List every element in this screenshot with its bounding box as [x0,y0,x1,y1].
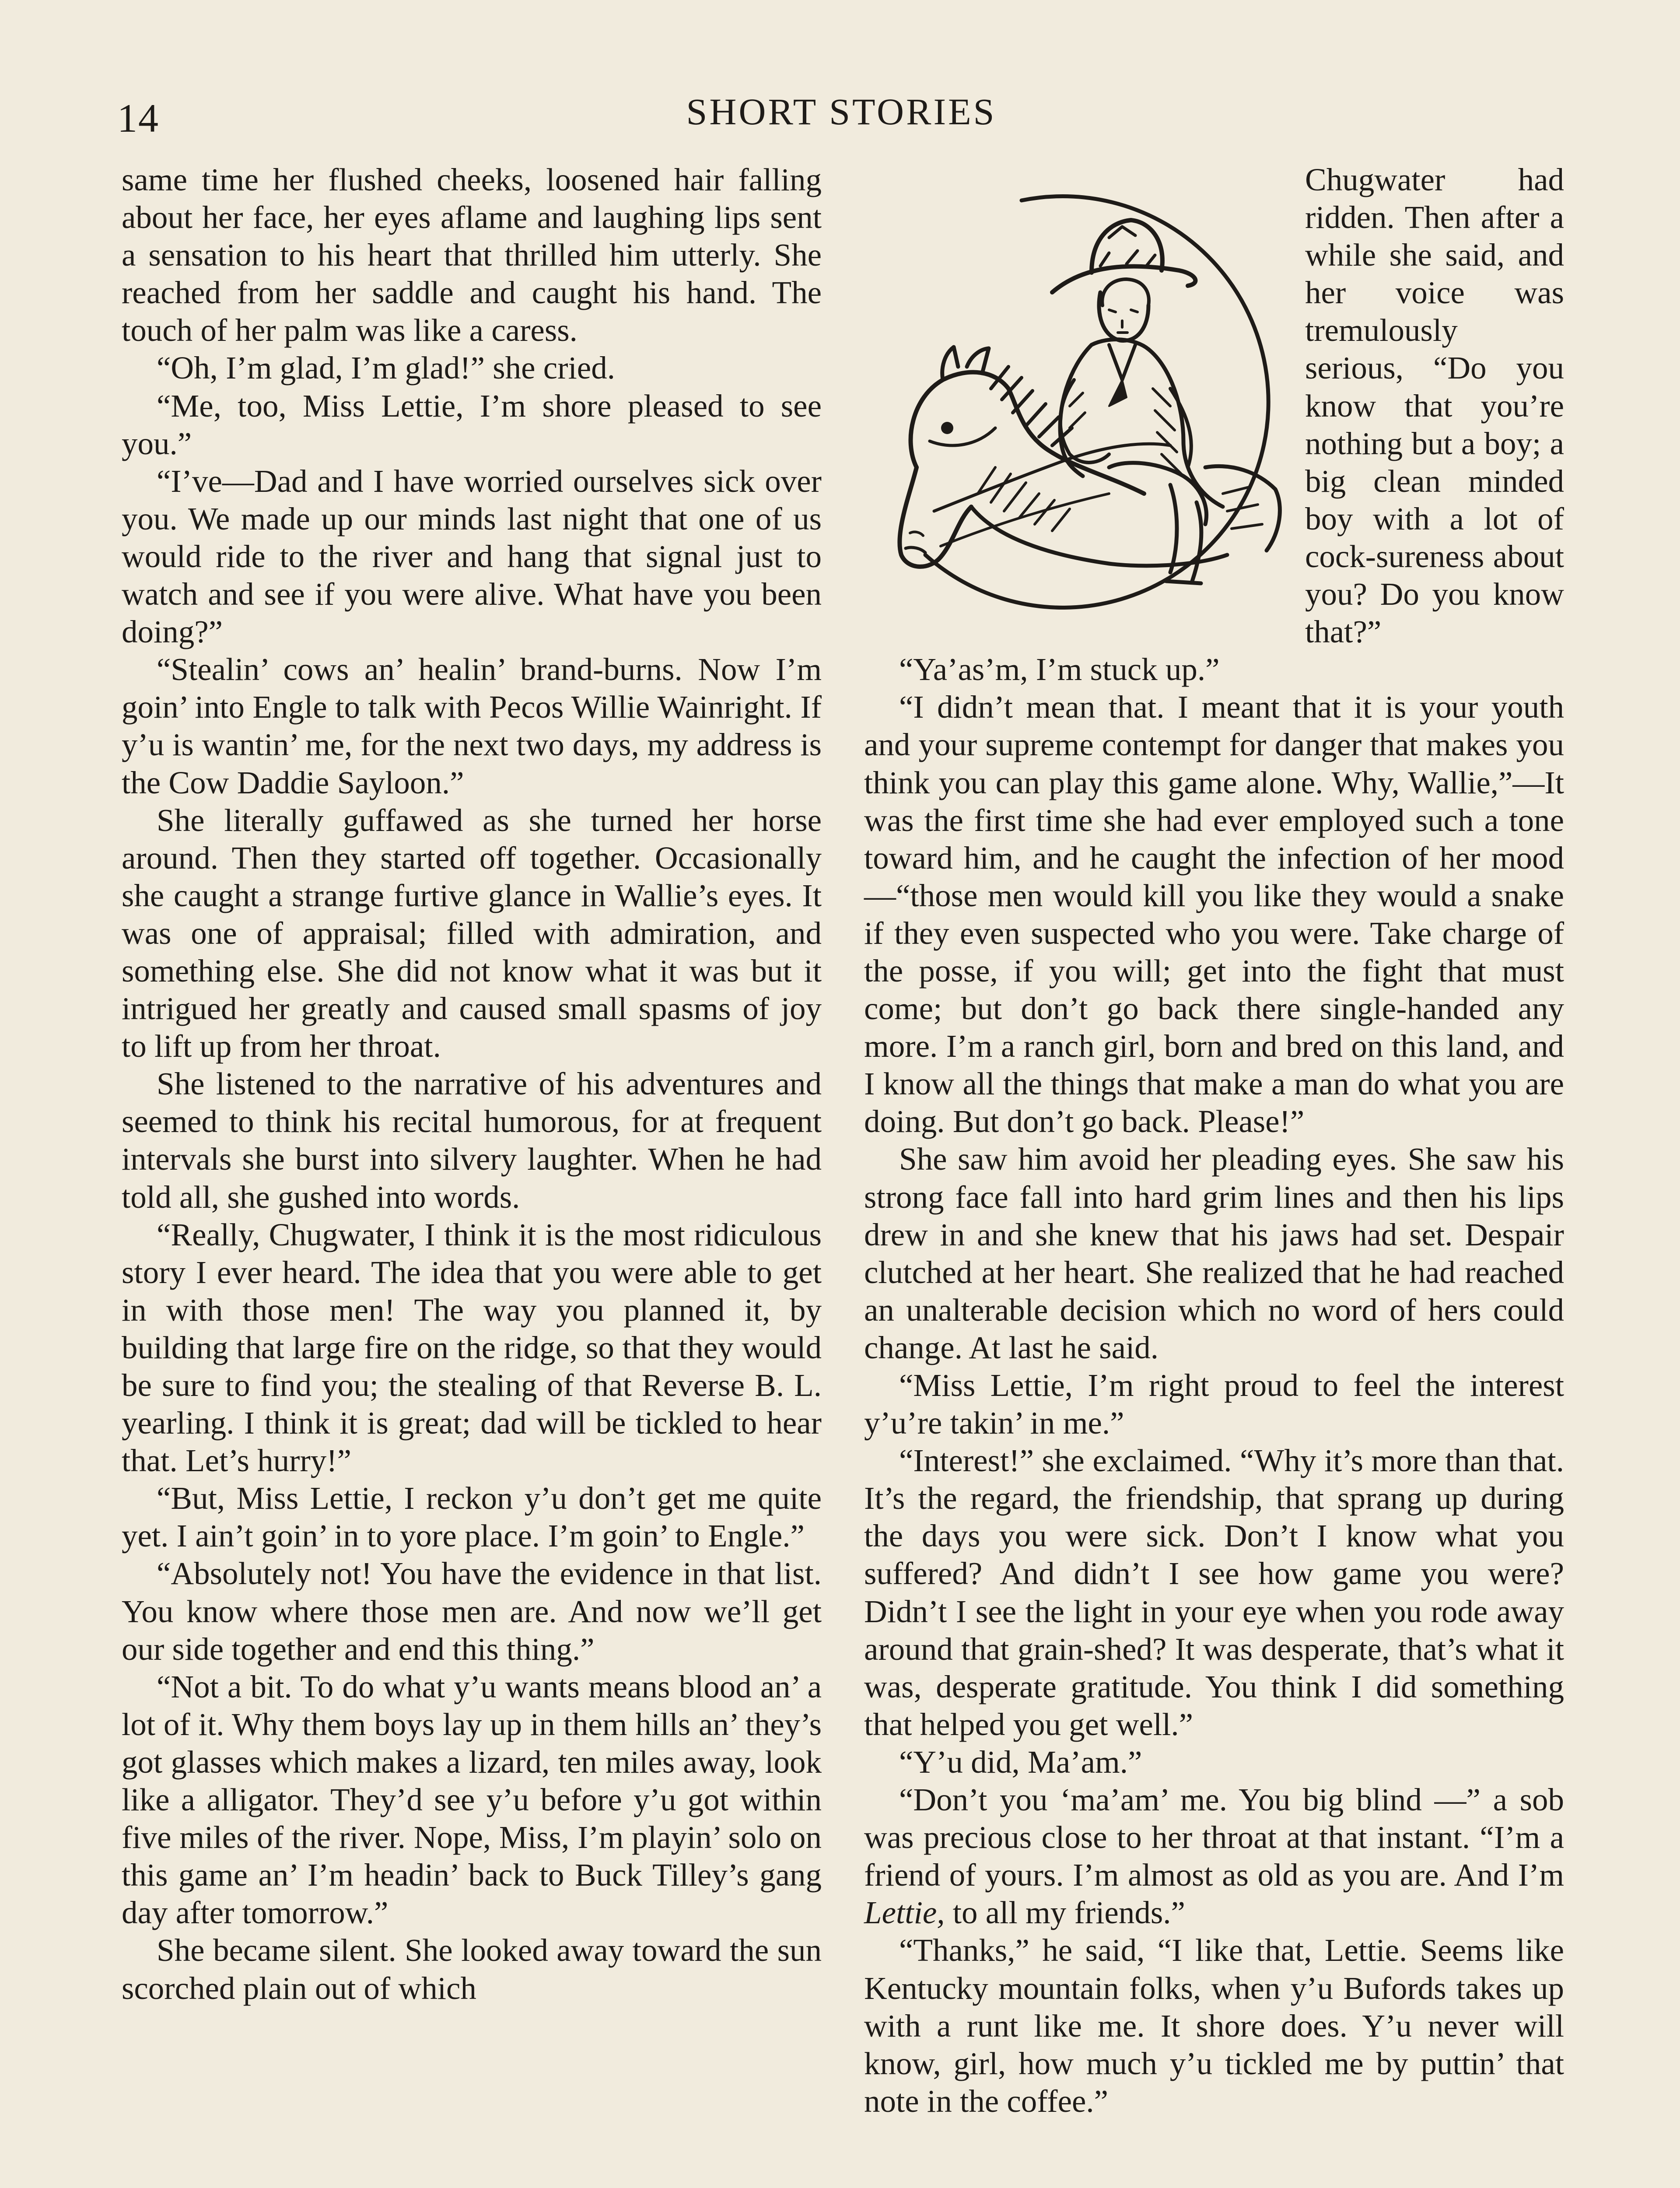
cowgirl-on-horse-icon [864,161,1293,638]
paragraph: same time her flushed cheeks, loosened hair falling about her face, her eyes aflame and laughing lips sent a sensation to his heart that thrilled him utterly. She reached from her saddle and caught his hand. The touch of her palm was like a caress. [122,162,822,348]
paragraph: “Thanks,” he said, “I like that, Lettie. Seems like Kentucky mountain folks, when y’u Bufords takes up with a runt like me. It shore does. Y’u never will know, girl, how much y’u tickled me by puttin’ that note in the coffee.” [864,1932,1564,2119]
paragraph-text: to all my friends.” [945,1895,1185,1931]
page-header [117,90,1565,142]
paragraph: “Ya’as’m, I’m stuck up.” [899,652,1220,687]
paragraph [864,161,1564,651]
paragraph: She literally guffawed as she turned her horse around. Then they started off together. Occasionally she caught a strange furtive glance in Wallie’s eyes. It was one of appraisal; filled with admiration, and something else. She did not know what it was but it intrigued her greatly and caused small spasms of joy to lift up from her throat. [122,802,822,1064]
paragraph: She became silent. She looked away toward the sun scorched plain out of which [122,1932,822,2006]
right-column [864,161,1564,2120]
paragraph: “Y’u did, Ma’am.” [899,1744,1142,1780]
cowgirl-on-horse-illustration-icon [864,161,1293,638]
paragraph: “Not a bit. To do what y’u wants means blood an’ a lot of it. Why them boys lay up in them hills an’ they’s got glasses which makes a lizard, ten miles away, look like a alligator. They’d see y’u before y’u got within five miles of the river. Nope, Miss, I’m playin’ solo on this game an’ I’m headin’ back to Buck Tilley’s gang day after tomorrow.” [122,1669,822,1931]
paragraph: “Stealin’ cows an’ healin’ brand-burns. Now I’m goin’ into Engle to talk with Pecos Willie Wainright. If y’u is wantin’ me, for the next two days, my address is the Cow Daddie Sayloon.” [122,652,822,800]
paragraph: She listened to the narrative of his adventures and seemed to think his recital humorous, for at frequent intervals she burst into silvery laughter. When he had told all, she gushed into words. [122,1066,822,1215]
paragraph-text: “Don’t you ‘ma’am’ me. You big blind —” a sob was precious close to her throat at that instant. “I’m a friend of yours. I’m almost as old as you are. And I’m [864,1782,1564,1893]
paragraph: “I didn’t mean that. I meant that it is your youth and your supreme contempt for danger that makes you think you can play this game alone. Why, Wallie,”—It was the first time she had ever employed such a tone toward him, and he caught the infection of her mood—“those men would kill you like they would a snake if they even suspected who you were. Take charge of the posse, if you will; get into the fight that must come; but don’t go back there single-handed any more. I’m a ranch girl, born and bred on this land, and I know all the things that make a man do what you are doing. But don’t go back. Please!” [864,689,1564,1140]
emphasis-text: Lettie, [864,1895,945,1931]
left-column [122,161,822,2007]
page-number: 14 [117,96,159,140]
paragraph: “Me, too, Miss Lettie, I’m shore pleased to see you.” [122,388,822,461]
paragraph: “Really, Chugwater, I think it is the most ridiculous story I ever heard. The idea that you were able to get in with those men! The way you planned it, by building that large fire on the ridge, so that they would be sure to find you; the stealing of that Reverse B. L. yearling. I think it is great; dad will be tickled to hear that. Let’s hurry!” [122,1217,822,1479]
paragraph: She saw him avoid her pleading eyes. She saw his strong face fall into hard grim lines and then his lips drew in and she knew that his jaws had set. Despair clutched at her heart. She realized that he had reached an unalterable decision which no word of hers could change. At last he said. [864,1141,1564,1365]
paragraph: “Absolutely not! You have the evidence in that list. You know where those men are. And now we’ll get our side together and end this thing.” [122,1556,822,1667]
running-head: SHORT STORIES [686,91,997,133]
paragraph-text: Chugwater had ridden. Then after a while she said, and her voice was tremulously serious, “Do you know that you’re nothing but a boy; a big clean minded boy with a lot of cock-sureness about you? Do you know that?” [1305,162,1564,650]
paragraph: “I’ve—Dad and I have worried ourselves sick over you. We made up our minds last night that one of us would ride to the river and hang that signal just to watch and see if you were alive. What have you been doing?” [122,463,822,650]
paragraph: “Miss Lettie, I’m right proud to feel the interest y’u’re takin’ in me.” [864,1368,1564,1441]
paragraph [864,1781,1564,1932]
paragraph: “Interest!” she exclaimed. “Why it’s more than that. It’s the regard, the friendship, that sprang up during the days you were sick. Don’t I know what you suffered? And didn’t I see how game you were? Didn’t I see the light in your eye when you rode away around that grain-shed? It was desperate, that’s what it was, desperate gratitude. You think I did something that helped you get well.” [864,1443,1564,1742]
paragraph: “But, Miss Lettie, I reckon y’u don’t get me quite yet. I ain’t goin’ in to yore place. I’m goin’ to Engle.” [122,1480,822,1554]
paragraph: “Oh, I’m glad, I’m glad!” she cried. [157,350,615,386]
